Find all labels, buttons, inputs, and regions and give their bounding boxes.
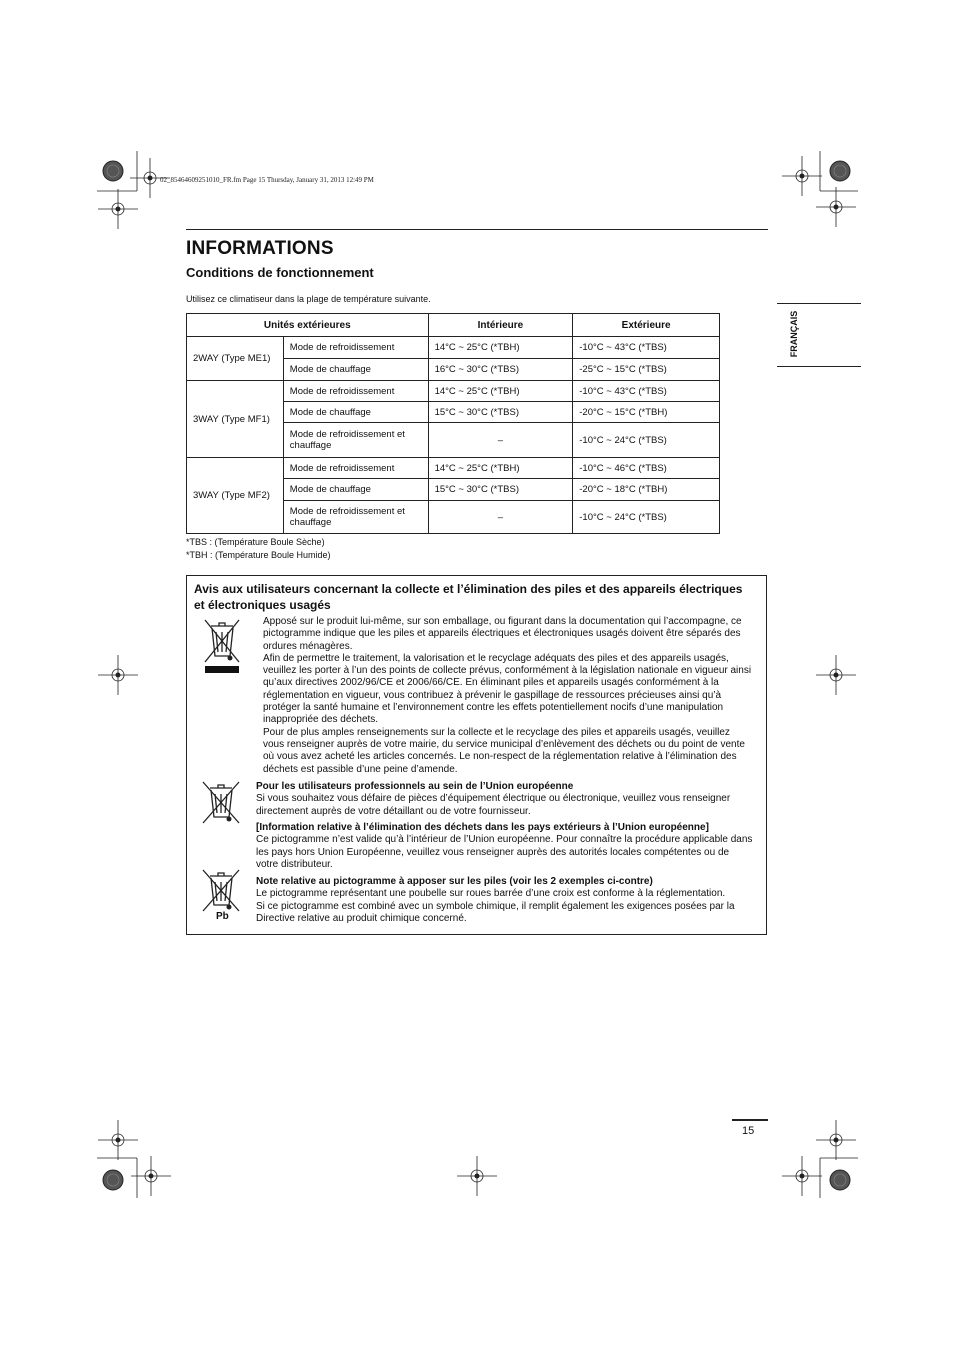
outdoor-cell: -10°C ~ 24°C (*TBS): [573, 501, 720, 534]
file-info-header: 02_85464609251010_FR.fm Page 15 Thursday, January 31, 2013 12:49 PM: [160, 176, 374, 184]
indoor-cell: 16°C ~ 30°C (*TBS): [428, 359, 573, 381]
table-notes: [186, 536, 331, 562]
reg-mark-mid-left: [98, 655, 138, 695]
indoor-cell: 15°C ~ 30°C (*TBS): [428, 479, 573, 501]
page-number: 15: [742, 1125, 755, 1137]
mode-cell: Mode de refroidissement: [283, 337, 428, 359]
note-tbs: *TBS : (Température Boule Sèche): [186, 537, 325, 547]
outdoor-cell: -10°C ~ 24°C (*TBS): [573, 423, 720, 458]
outdoor-cell: -20°C ~ 18°C (*TBH): [573, 479, 720, 501]
page-number-rule: [732, 1119, 768, 1121]
weee-bin-icon: [199, 779, 243, 825]
mode-cell: Mode de chauffage: [283, 402, 428, 423]
weee-bin-bar-icon: [202, 616, 242, 674]
indoor-cell: 14°C ~ 25°C (*TBH): [428, 458, 573, 479]
notice-block-battery: [256, 876, 753, 925]
table-row: [187, 337, 720, 359]
mode-cell: Mode de refroidissement et chauffage: [283, 501, 428, 534]
reg-mark-top-right: [782, 151, 858, 227]
outdoor-cell: -25°C ~ 15°C (*TBS): [573, 359, 720, 381]
chem-symbol: Pb: [216, 911, 229, 922]
top-rule: [186, 229, 768, 230]
battery-text-1: Le pictogramme représentant une poubelle sur roues barrée d’une croix est conforme à la réglementation.: [256, 888, 726, 900]
language-tab-label: FRANÇAIS: [789, 310, 799, 358]
non-eu-heading: [Information relative à l’élimination des déchets dans les pays extérieurs à l’Union européenne]: [256, 822, 709, 833]
reg-mark-top-left: [97, 151, 170, 229]
unit-cell: 2WAY (Type ME1): [187, 337, 284, 381]
notice-block-professional: [256, 781, 753, 818]
reg-mark-bottom-center: [457, 1156, 497, 1196]
mode-cell: Mode de refroidissement et chauffage: [283, 423, 428, 458]
indoor-cell: 14°C ~ 25°C (*TBH): [428, 337, 573, 359]
unit-cell: 3WAY (Type MF1): [187, 381, 284, 458]
intro-text: Utilisez ce climatiseur dans la plage de température suivante.: [186, 294, 431, 304]
table-row: [187, 458, 720, 479]
header-outdoor: Extérieure: [573, 314, 720, 337]
notice-block-general: [263, 616, 753, 776]
weee-bin-chemical-icon: [199, 867, 243, 913]
outdoor-cell: -10°C ~ 46°C (*TBS): [573, 458, 720, 479]
notice-block-non-eu: [256, 822, 753, 871]
table-header-row: [187, 314, 720, 337]
table-row: [187, 381, 720, 402]
indoor-cell: –: [428, 501, 573, 534]
pro-users-heading: Pour les utilisateurs professionnels au sein de l’Union européenne: [256, 781, 574, 792]
mode-cell: Mode de refroidissement: [283, 458, 428, 479]
note-tbh: *TBH : (Température Boule Humide): [186, 550, 331, 560]
notice-para-2: Afin de permettre le traitement, la valorisation et le recyclage adéquats des piles et des appareils usagés, veuillez les porter à l’un des points de collecte prévus, conformément à la législation nationale en vigueur ainsi qu’aux directives 2002/96/CE et 2006/66/CE. En éliminant piles et appareils usagés conformément à la réglementation en vigueur, vous contribuez à prévenir le gaspillage de ressources précieuses ainsi qu’à protéger la santé humaine et l’environnement contre les effets potentiellement nocifs d’une manipulation inappropriée des déchets.: [263, 652, 752, 726]
pro-users-text: Si vous souhaitez vous défaire de pièces d’équipement électrique ou électronique, veuillez vous renseigner directement auprès de votre détaillant ou de votre fournisseur.: [256, 793, 731, 817]
outdoor-cell: -20°C ~ 15°C (*TBH): [573, 402, 720, 423]
operating-conditions-table: [186, 313, 720, 534]
outdoor-cell: -10°C ~ 43°C (*TBS): [573, 381, 720, 402]
outdoor-cell: -10°C ~ 43°C (*TBS): [573, 337, 720, 359]
indoor-cell: 15°C ~ 30°C (*TBS): [428, 402, 573, 423]
header-indoor: Intérieure: [428, 314, 573, 337]
reg-mark-mid-right: [816, 655, 856, 695]
mode-cell: Mode de chauffage: [283, 479, 428, 501]
notice-title: Avis aux utilisateurs concernant la collecte et l’élimination des piles et des appareils électriques et électroniques usagés: [194, 582, 743, 612]
reg-mark-bottom-left: [97, 1120, 171, 1198]
section-subtitle: Conditions de fonctionnement: [186, 265, 374, 280]
battery-heading: Note relative au pictogramme à apposer sur les piles (voir les 2 exemples ci-contre): [256, 876, 653, 887]
notice-para-1: Apposé sur le produit lui-même, sur son emballage, ou figurant dans la documentation qui l’accompagne, ce pictogramme indique que les piles et appareils électriques et électroniques usagés doivent être séparés des ordures ménagères.: [263, 616, 742, 652]
unit-cell: 3WAY (Type MF2): [187, 458, 284, 534]
notice-para-3: Pour de plus amples renseignements sur la collecte et le recyclage des piles et appareils usagés, veuillez vous renseigner auprès de votre mairie, du service municipal d’enlèvement des déchets ou du point de vente où vous avez acheté les articles concernés. Le non-respect de la réglementation relative à l’élimination des déchets est passible d’une peine d’amende.: [263, 726, 745, 775]
reg-mark-bottom-right: [782, 1120, 858, 1198]
section-title: INFORMATIONS: [186, 238, 334, 259]
header-units: Unités extérieures: [187, 314, 429, 337]
battery-text-2: Si ce pictogramme est combiné avec un symbole chimique, il remplit également les exigences posées par la Directive relative au produit chimique concerné.: [256, 900, 735, 924]
mode-cell: Mode de chauffage: [283, 359, 428, 381]
non-eu-text: Ce pictogramme n’est valide qu’à l’intérieur de l’Union européenne. Pour connaître la procédure applicable dans les pays hors Union Européenne, veuillez vous renseigner auprès des autorités locales compétentes ou de votre distributeur.: [256, 834, 753, 870]
indoor-cell: 14°C ~ 25°C (*TBH): [428, 381, 573, 402]
indoor-cell: –: [428, 423, 573, 458]
mode-cell: Mode de refroidissement: [283, 381, 428, 402]
